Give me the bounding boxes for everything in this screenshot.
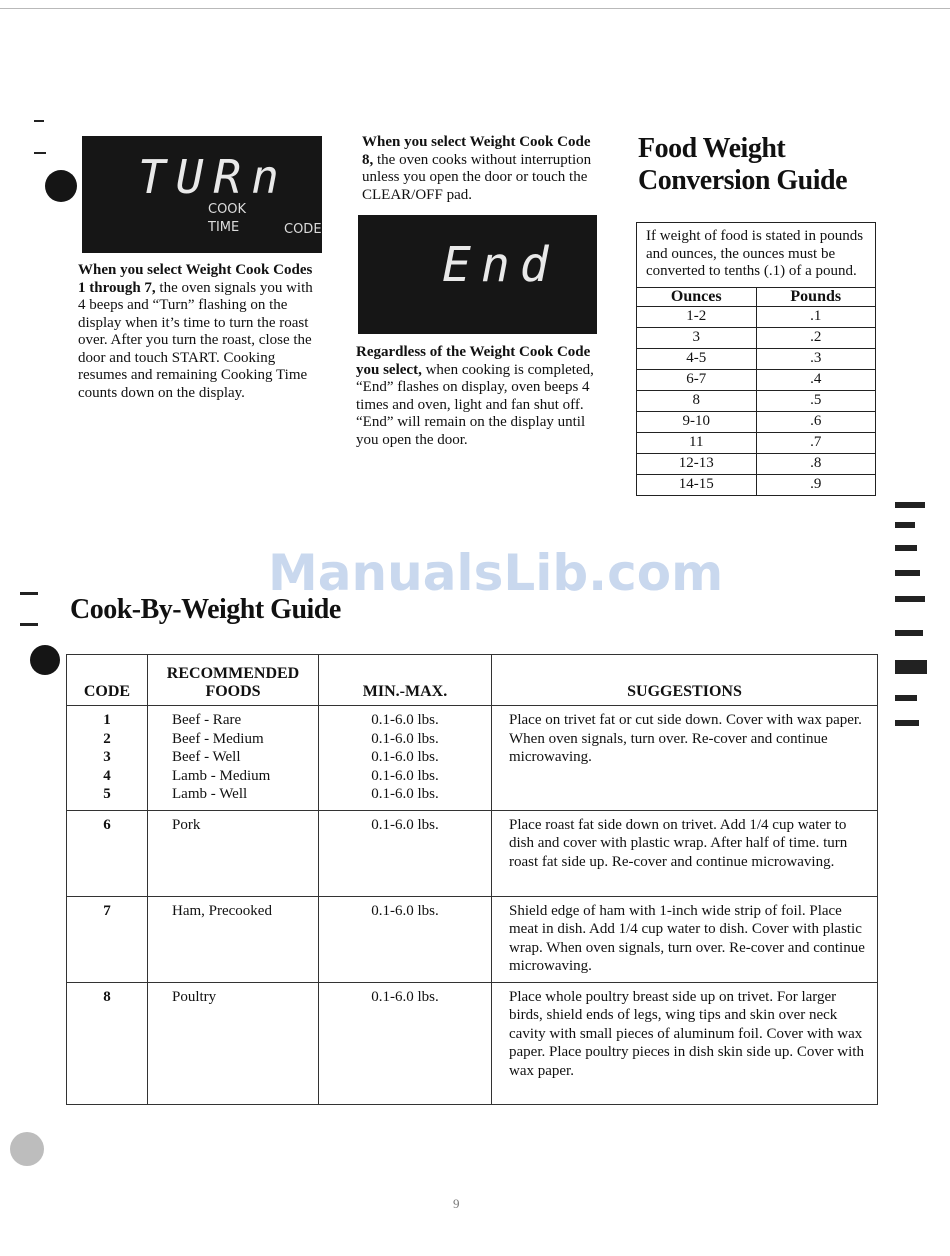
code-value: 4: [103, 767, 111, 784]
food-value: Lamb - Well: [172, 786, 248, 802]
conversion-guide-title-line2: Conversion Guide: [638, 165, 848, 196]
food-value: Lamb - Medium: [172, 767, 271, 784]
table-row: [637, 348, 875, 369]
table-row: [637, 306, 875, 327]
turn-instructions-lead: When you select Weight Cook Codes 1 through 7,: [78, 262, 313, 296]
header-recommended-foods: RECOMMENDED FOODS: [148, 655, 319, 706]
ounces-cell: 3: [637, 327, 756, 348]
pounds-cell: .1: [756, 306, 875, 327]
ounces-cell: 1-2: [637, 306, 756, 327]
table-row: [637, 432, 875, 453]
guide-header-row: [67, 655, 878, 706]
pounds-cell: .5: [756, 390, 875, 411]
code-cell: 7: [67, 896, 148, 982]
cook-by-weight-title: Cook-By-Weight Guide: [70, 594, 341, 625]
margin-mark: [34, 120, 44, 122]
end-instructions-lead: Regardless of the Weight Cook Code you select,: [356, 344, 591, 378]
display-label-time: TIME: [208, 220, 240, 235]
display-text-end: End: [442, 237, 559, 293]
ounces-cell: 11: [637, 432, 756, 453]
pounds-cell: .9: [756, 474, 875, 495]
range-value: 0.1-6.0 lbs.: [371, 730, 439, 747]
scan-artifact: [895, 660, 927, 674]
pounds-cell: .4: [756, 369, 875, 390]
display-text-turn: TURn: [138, 150, 289, 204]
margin-mark: [34, 152, 46, 154]
conversion-header-ounces: Ounces: [637, 288, 756, 307]
suggestion-cell: Place whole poultry breast side up on trivet. For larger birds, shield ends of legs, wing tips and skin over neck cavity with small pieces of aluminum foil. Cover with wax paper. Place poultry pieces in dish skin side up. Cover with wax paper.: [492, 982, 878, 1104]
bullet-dot: [45, 170, 77, 202]
ounces-cell: 9-10: [637, 411, 756, 432]
ounces-cell: 8: [637, 390, 756, 411]
header-min-max: MIN.-MAX.: [319, 655, 492, 706]
food-cell: Pork: [148, 810, 319, 896]
scan-artifact: [895, 570, 920, 576]
food-value: Beef - Medium: [172, 730, 264, 747]
end-instructions-body: when cooking is completed, “End” flashes on display, oven beeps 4 times and oven, light and fan shut off. “End” will remain on the display until you open the door.: [356, 361, 594, 448]
food-cell: [148, 706, 319, 811]
table-row: [67, 810, 878, 896]
conversion-header-pounds: Pounds: [756, 288, 875, 307]
code-value: 5: [103, 786, 111, 802]
pounds-cell: .7: [756, 432, 875, 453]
minmax-cell: 0.1-6.0 lbs.: [319, 896, 492, 982]
table-row: [67, 706, 878, 811]
scan-artifact: [895, 596, 925, 602]
code-cell: 8: [67, 982, 148, 1104]
table-row: [637, 369, 875, 390]
margin-mark: [20, 623, 38, 626]
code-value: 2: [103, 730, 111, 747]
display-label-cook: COOK: [208, 202, 247, 217]
scan-artifact: [895, 502, 925, 508]
display-panel-turn: [82, 136, 322, 253]
ounces-cell: 6-7: [637, 369, 756, 390]
pounds-cell: .6: [756, 411, 875, 432]
food-value: Beef - Well: [172, 749, 241, 765]
table-row: [637, 390, 875, 411]
scan-artifact: [895, 522, 915, 528]
code-value: 1: [103, 712, 111, 728]
minmax-cell: [319, 706, 492, 811]
display-label-code: CODE: [284, 222, 322, 237]
scan-artifact: [895, 695, 917, 701]
food-value: Beef - Rare: [172, 712, 242, 728]
scan-artifact: [895, 545, 917, 551]
code8-instructions: [362, 134, 602, 204]
conversion-table: [637, 288, 875, 495]
header-code: CODE: [67, 655, 148, 706]
range-value: 0.1-6.0 lbs.: [371, 749, 439, 765]
header-suggestions: SUGGESTIONS: [492, 655, 878, 706]
ounces-cell: 4-5: [637, 348, 756, 369]
top-rule: [0, 8, 950, 9]
cook-by-weight-table: [66, 654, 878, 1105]
pounds-cell: .2: [756, 327, 875, 348]
table-row: [637, 411, 875, 432]
conversion-guide-title-line1: Food Weight: [638, 133, 786, 164]
food-cell: Ham, Precooked: [148, 896, 319, 982]
code-cell: [67, 706, 148, 811]
turn-instructions-body: the oven signals you with 4 beeps and “Turn” flashing on the display when it’s time to turn the roast over. After you turn the roast, close the door and touch START. Cooking resumes and remaining Cooking Time counts down on the display.: [78, 279, 313, 401]
scan-artifact: [10, 1132, 44, 1166]
suggestion-cell: Shield edge of ham with 1-inch wide strip of foil. Place meat in dish. Add 1/4 cup water to dish. Cover with plastic wrap. When oven signals, turn over. Re-cover and continue microwaving.: [492, 896, 878, 982]
table-row: [67, 982, 878, 1104]
display-panel-end: [358, 215, 597, 334]
watermark: ManualsLib.com: [268, 544, 724, 602]
page-number: 9: [453, 1196, 460, 1211]
conversion-intro: If weight of food is stated in pounds and ounces, the ounces must be converted to tenths (.1) of a pound.: [637, 223, 875, 288]
conversion-table-box: [636, 222, 876, 496]
table-row: [637, 327, 875, 348]
code-value: 3: [103, 749, 111, 765]
suggestion-cell: Place on trivet fat or cut side down. Cover with wax paper. When oven signals, turn over. Re-cover and continue microwaving.: [492, 706, 878, 811]
conversion-header-row: [637, 288, 875, 307]
range-value: 0.1-6.0 lbs.: [371, 712, 439, 728]
end-instructions: [356, 344, 600, 449]
margin-mark: [20, 592, 38, 595]
pounds-cell: .3: [756, 348, 875, 369]
scan-artifact: [895, 720, 919, 726]
table-row: [637, 474, 875, 495]
cook-by-weight-table-wrap: [66, 654, 878, 1105]
table-row: [637, 453, 875, 474]
bullet-dot: [30, 645, 60, 675]
ounces-cell: 12-13: [637, 453, 756, 474]
food-cell: Poultry: [148, 982, 319, 1104]
ounces-cell: 14-15: [637, 474, 756, 495]
range-value: 0.1-6.0 lbs.: [371, 786, 439, 802]
scan-artifact: [895, 630, 923, 636]
code8-instructions-lead: When you select Weight Cook Code 8,: [362, 134, 591, 168]
code-cell: 6: [67, 810, 148, 896]
suggestion-cell: Place roast fat side down on trivet. Add 1/4 cup water to dish and cover with plastic wrap. After half of time. turn roast fat side up. Re-cover and continue microwaving.: [492, 810, 878, 896]
code8-instructions-body: the oven cooks without interruption unless you open the door or touch the CLEAR/OFF pad.: [362, 151, 592, 203]
minmax-cell: 0.1-6.0 lbs.: [319, 982, 492, 1104]
pounds-cell: .8: [756, 453, 875, 474]
minmax-cell: 0.1-6.0 lbs.: [319, 810, 492, 896]
range-value: 0.1-6.0 lbs.: [371, 767, 439, 784]
conversion-guide-title: [638, 133, 898, 197]
turn-instructions: [78, 262, 321, 402]
table-row: [67, 896, 878, 982]
